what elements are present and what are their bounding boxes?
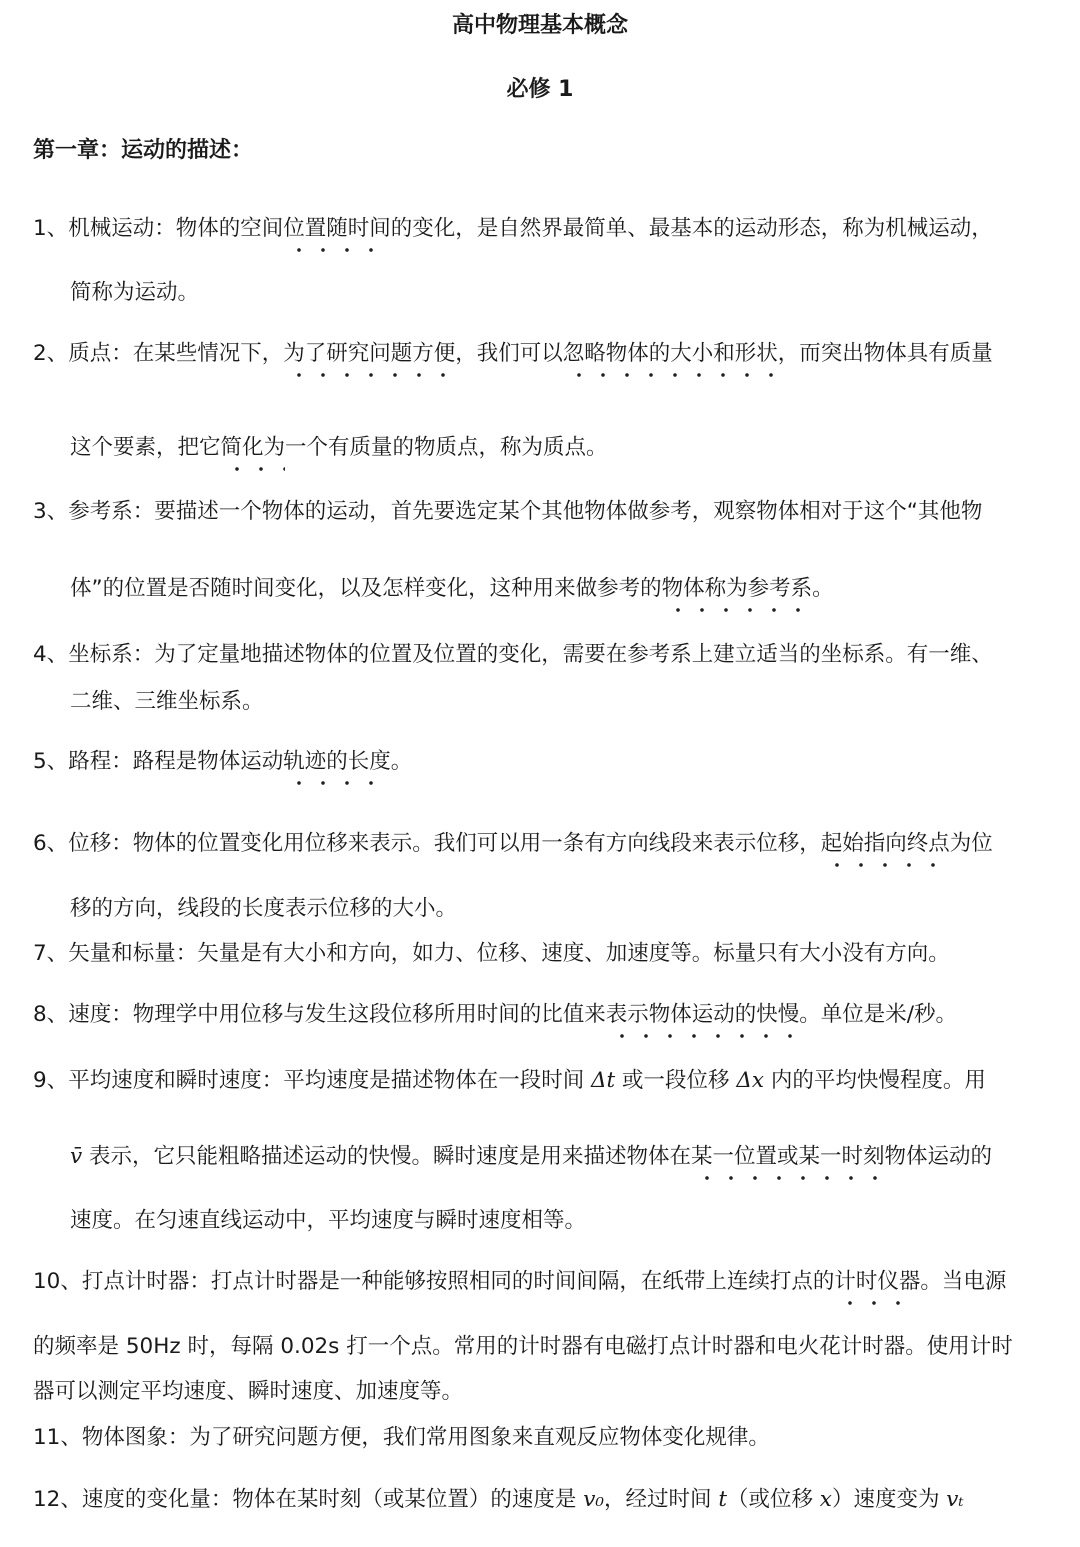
item-text: 内的平均快慢程度。用 — [764, 1068, 986, 1093]
document-title: 高中物理基本概念 — [451, 13, 628, 38]
item-text: 。 — [812, 576, 834, 601]
item-3 — [33, 497, 982, 527]
item-text: ，经过时间 — [603, 1487, 719, 1512]
item-text: 坐标系：为了定量地描述物体的位置及位置的变化，需要在参考系上建立适当的坐标系。有一维、 — [68, 642, 993, 667]
emphasis-text: 位置随时间 — [283, 214, 391, 254]
item-text: 位移：物体的位置变化用位移来表示。我们可以用一条有方向线段来表示位移， — [68, 831, 821, 856]
item-10-line-2: 的频率是 50Hz 时，每隔 0.02s 打一个点。常用的计时器有电磁打点计时器和电火花计时器。使用计时 — [33, 1334, 1013, 1359]
item-text: 打点计时器：打点计时器是一种能够按照相同的时间间隔，在纸带上连续打点的 — [81, 1269, 835, 1294]
math-x: x — [819, 1487, 832, 1512]
item-text: 一个有质量的物质点，称为质点。 — [285, 435, 608, 460]
item-number: 1、 — [33, 216, 69, 241]
item-11 — [33, 1423, 770, 1453]
item-10 — [33, 1267, 1006, 1307]
item-6-line-2: 移的方向，线段的长度表示位移的大小。 — [70, 896, 458, 921]
item-2-line-2 — [70, 433, 608, 473]
item-number: 3、 — [33, 499, 69, 524]
item-number: 9、 — [33, 1068, 69, 1093]
item-text: 物体图象：为了研究问题方便，我们常用图象来直观反应物体变化规律。 — [81, 1425, 770, 1450]
math-v-bar: v̄ — [70, 1144, 83, 1169]
item-text: 为位 — [949, 831, 993, 856]
item-text: ）速度变为 — [831, 1487, 947, 1512]
chapter-heading: 第一章：运动的描述： — [33, 138, 254, 163]
emphasis-text: 起始指向终点 — [821, 829, 950, 869]
item-9 — [33, 1066, 986, 1096]
item-10-line-3: 器可以测定平均速度、瞬时速度、加速度等。 — [33, 1379, 464, 1404]
math-delta-x: Δx — [736, 1068, 765, 1093]
item-text: 矢量和标量：矢量是有大小和方向，如力、位移、速度、加速度等。标量只有大小没有方向。 — [68, 941, 950, 966]
math-t: t — [718, 1487, 727, 1512]
item-4-line-2: 二维、三维坐标系。 — [70, 689, 264, 714]
item-3-line-2 — [70, 574, 834, 614]
emphasis-text: 简化为 — [221, 433, 286, 473]
item-text: 体”的位置是否随时间变化，以及怎样变化，这种用来做参考的 — [70, 576, 662, 601]
item-7 — [33, 939, 950, 969]
item-number: 5、 — [33, 749, 69, 774]
item-text: ，而突出物体具有质量 — [777, 341, 993, 366]
item-6 — [33, 829, 993, 869]
document-subtitle: 必修 1 — [506, 77, 574, 102]
item-4 — [33, 640, 993, 670]
item-1-line-2: 简称为运动。 — [70, 280, 200, 305]
item-12 — [33, 1485, 964, 1515]
item-number: 7、 — [33, 941, 69, 966]
item-number: 2、 — [33, 341, 69, 366]
item-number: 11、 — [33, 1425, 82, 1450]
math-delta-t: Δt — [591, 1068, 616, 1093]
item-text: 路程：路程是物体运动 — [68, 749, 284, 774]
item-text: 这个要素，把它 — [70, 435, 221, 460]
math-vt: vₜ — [946, 1487, 964, 1512]
emphasis-text: 表示物体运动的快慢 — [606, 1000, 800, 1040]
item-text: 或一段位移 — [615, 1068, 737, 1093]
item-9-line-2 — [70, 1142, 992, 1182]
emphasis-text: 物体称为参考系 — [662, 574, 813, 614]
item-1 — [33, 214, 993, 254]
item-text: 参考系：要描述一个物体的运动，首先要选定某个其他物体做参考，观察物体相对于这个“其他物 — [68, 499, 983, 524]
item-text: 机械运动：物体的空间 — [68, 216, 284, 241]
emphasis-text: 忽略物体的大小和形状 — [563, 339, 778, 379]
item-text: 。单位是米/秒。 — [799, 1002, 957, 1027]
item-number: 6、 — [33, 831, 69, 856]
item-5 — [33, 747, 412, 787]
item-number: 8、 — [33, 1002, 69, 1027]
item-text: 。当电源 — [920, 1269, 1007, 1294]
emphasis-text: 轨迹的长度 — [283, 747, 391, 787]
item-9-line-3: 速度。在匀速直线运动中，平均速度与瞬时速度相等。 — [70, 1208, 587, 1233]
item-text: ，我们可以 — [455, 341, 563, 366]
item-text: 速度：物理学中用位移与发生这段位移所用时间的比值来 — [68, 1002, 606, 1027]
item-text: 速度的变化量：物体在某时刻（或某位置）的速度是 — [81, 1487, 584, 1512]
item-text: （或位移 — [726, 1487, 820, 1512]
item-number: 4、 — [33, 642, 69, 667]
emphasis-text: 某一位置或某一时刻 — [691, 1142, 885, 1182]
item-number: 12、 — [33, 1487, 82, 1512]
item-text: 物体运动的 — [884, 1144, 993, 1169]
item-text: 表示，它只能粗略描述运动的快慢。瞬时速度是用来描述物体在 — [82, 1144, 691, 1169]
emphasis-text: 为了研究问题方便 — [283, 339, 455, 379]
item-text: 质点：在某些情况下， — [68, 341, 284, 366]
emphasis-text: 计时仪器 — [834, 1267, 920, 1307]
item-number: 10、 — [33, 1269, 82, 1294]
item-2 — [33, 339, 993, 379]
item-text: 平均速度和瞬时速度：平均速度是描述物体在一段时间 — [68, 1068, 592, 1093]
item-text: 。 — [390, 749, 413, 774]
math-v0: v₀ — [583, 1487, 604, 1512]
item-8 — [33, 1000, 957, 1040]
item-text: 的变化，是自然界最简单、最基本的运动形态，称为机械运动， — [390, 216, 993, 241]
